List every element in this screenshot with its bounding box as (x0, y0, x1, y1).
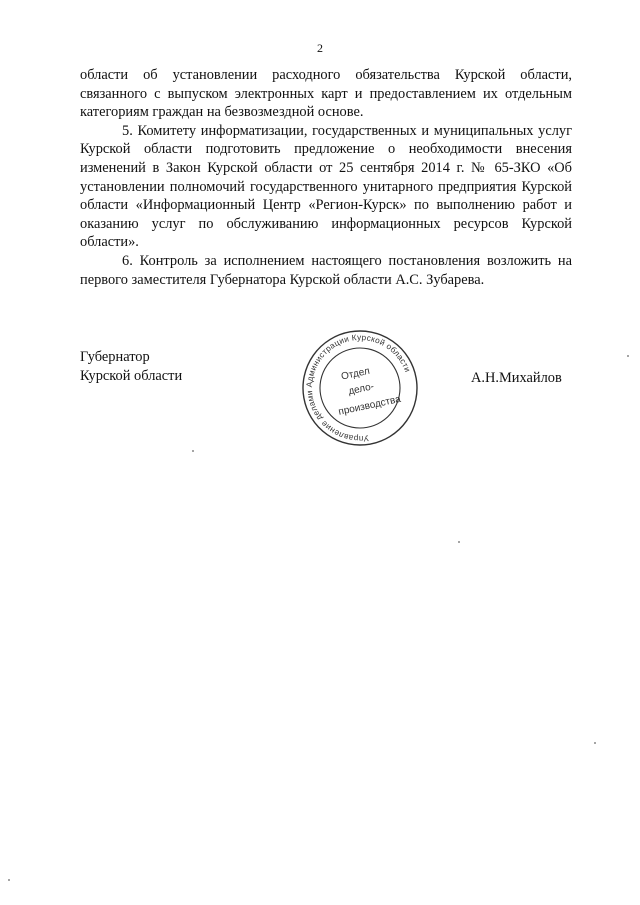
scan-speck (627, 355, 629, 357)
paragraph-item-6: 6. Контроль за исполнением настоящего постановления возложить на первого заместителя Губернатора Курской области А.С. Зубарева. (80, 252, 572, 288)
signatory-name: А.Н.Михайлов (471, 370, 562, 386)
scan-speck (594, 742, 596, 744)
signatory-title-line2: Курской области (80, 367, 183, 384)
signatory-title (80, 348, 182, 385)
scan-speck (458, 541, 460, 543)
document-body (80, 66, 572, 289)
paragraph-item-5: 5. Комитету информатизации, государственных и муниципальных услуг Курской области подготовить предложение о необходимости внесения изменений в Закон Курской области от 25 сентября 2014 г. № 65-ЗКО «Об установлении полномочий государственного унитарного предприятия Курской области «Информационный Центр «Регион-Курск» по выполнению работ и оказанию услуг по обслуживанию информационных ресурсов Курской области». (80, 122, 572, 251)
page-number: 2 (317, 41, 323, 55)
paragraph-continuation: области об установлении расходного обязательства Курской области, связанного с выпуском электронных карт и предоставлением их отдельным категориям граждан на безвозмездной основе. (80, 67, 572, 121)
stamp-inner-line2: дело- (347, 381, 376, 398)
stamp-outer-text: Управление делами Администрации Курской области (304, 332, 413, 444)
scan-speck (8, 879, 10, 881)
scan-speck (192, 450, 194, 452)
office-stamp (300, 328, 420, 448)
signatory-title-line1: Губернатор (80, 349, 150, 365)
stamp-inner-line3: производства (337, 393, 402, 418)
stamp-inner-line1: Отдел (340, 365, 371, 383)
